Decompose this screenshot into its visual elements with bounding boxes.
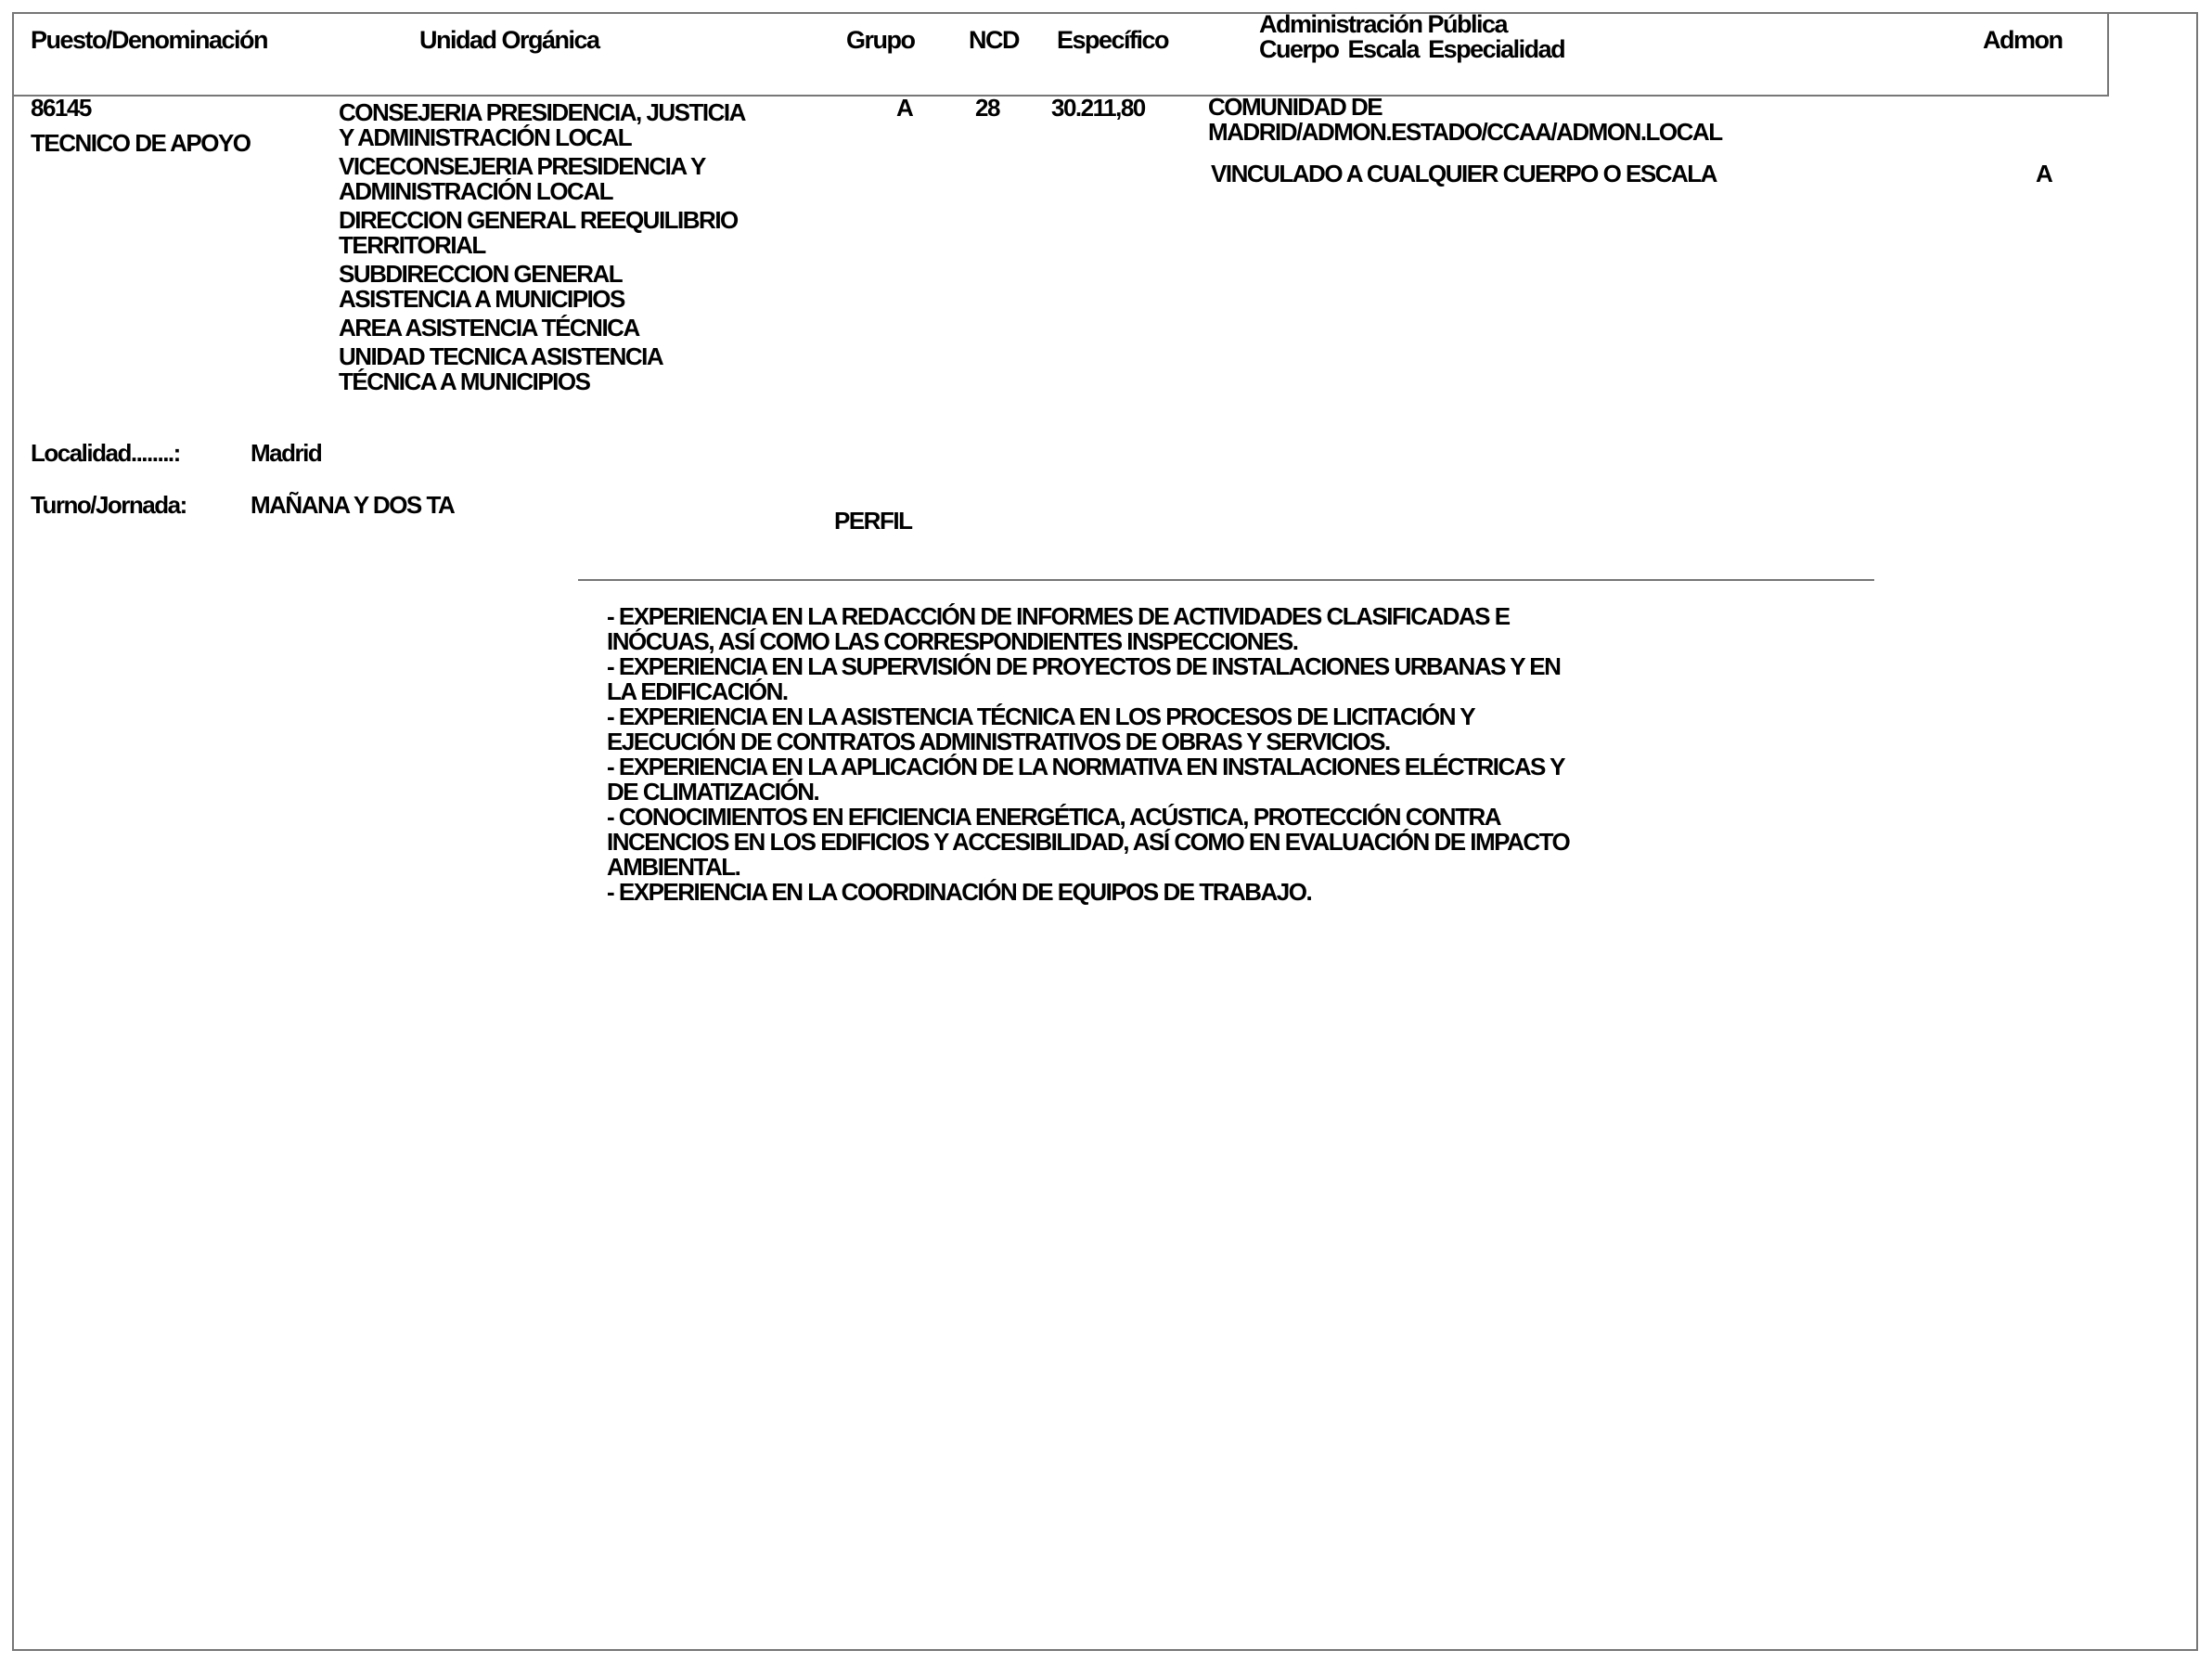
unidad-line: VICECONSEJERIA PRESIDENCIA Y bbox=[339, 152, 705, 180]
unidad-line: CONSEJERIA PRESIDENCIA, JUSTICIA bbox=[339, 98, 745, 126]
puesto-grupo: A bbox=[896, 94, 913, 122]
perfil-line: AMBIENTAL. bbox=[607, 853, 740, 881]
perfil-line: - EXPERIENCIA EN LA REDACCIÓN DE INFORMES DE ACTIVIDADES CLASIFICADAS E bbox=[607, 602, 1510, 630]
localidad-value: Madrid bbox=[251, 439, 322, 467]
unidad-item bbox=[339, 208, 745, 258]
puesto-ncd: 28 bbox=[975, 94, 999, 122]
unidad-line: UNIDAD TECNICA ASISTENCIA bbox=[339, 342, 663, 370]
header-admon: Admon bbox=[1983, 26, 2063, 54]
unidad-item bbox=[339, 262, 745, 312]
puesto-admon: A bbox=[2036, 160, 2052, 187]
header-puesto: Puesto/Denominación bbox=[31, 26, 268, 54]
localidad-label: Localidad........: bbox=[31, 439, 180, 467]
perfil-line: DE CLIMATIZACIÓN. bbox=[607, 778, 819, 806]
perfil-line: - EXPERIENCIA EN LA SUPERVISIÓN DE PROYECTOS DE INSTALACIONES URBANAS Y EN bbox=[607, 652, 1561, 680]
header-cuerpo-escala: Cuerpo Escala Especialidad bbox=[1259, 35, 1565, 63]
unidad-item bbox=[339, 316, 745, 341]
perfil-text bbox=[607, 604, 1674, 905]
perfil-line: INÓCUAS, ASÍ COMO LAS CORRESPONDIENTES INSPECCIONES. bbox=[607, 627, 1298, 655]
perfil-line: - EXPERIENCIA EN LA APLICACIÓN DE LA NORMATIVA EN INSTALACIONES ELÉCTRICAS Y bbox=[607, 753, 1564, 780]
header-admin-publica: Administración Pública bbox=[1259, 10, 1508, 38]
unidad-line: ASISTENCIA A MUNICIPIOS bbox=[339, 285, 624, 313]
header-unidad: Unidad Orgánica bbox=[419, 26, 599, 54]
perfil-line: EJECUCIÓN DE CONTRATOS ADMINISTRATIVOS DE OBRAS Y SERVICIOS. bbox=[607, 728, 1390, 755]
perfil-line: INCENCIOS EN LOS EDIFICIOS Y ACCESIBILIDAD, ASÍ COMO EN EVALUACIÓN DE IMPACTO bbox=[607, 828, 1570, 856]
unidad-line: AREA ASISTENCIA TÉCNICA bbox=[339, 314, 639, 342]
puesto-cuerpo: VINCULADO A CUALQUIER CUERPO O ESCALA bbox=[1211, 160, 1717, 187]
header-grupo: Grupo bbox=[846, 26, 915, 54]
unidad-line: TERRITORIAL bbox=[339, 231, 485, 259]
unidad-organica-list bbox=[339, 100, 745, 394]
unidad-line: Y ADMINISTRACIÓN LOCAL bbox=[339, 123, 632, 151]
perfil-divider bbox=[578, 579, 1874, 581]
unidad-item bbox=[339, 154, 745, 204]
unidad-line: SUBDIRECCION GENERAL bbox=[339, 260, 623, 288]
perfil-line: - EXPERIENCIA EN LA COORDINACIÓN DE EQUIPOS DE TRABAJO. bbox=[607, 878, 1312, 906]
puesto-codigo: 86145 bbox=[31, 94, 91, 122]
puesto-denominacion: TECNICO DE APOYO bbox=[31, 129, 251, 157]
unidad-line: ADMINISTRACIÓN LOCAL bbox=[339, 177, 612, 205]
header-especifico: Específico bbox=[1057, 26, 1169, 54]
perfil-line: - EXPERIENCIA EN LA ASISTENCIA TÉCNICA EN LOS PROCESOS DE LICITACIÓN Y bbox=[607, 703, 1475, 730]
unidad-line: TÉCNICA A MUNICIPIOS bbox=[339, 367, 590, 395]
unidad-item bbox=[339, 100, 745, 150]
administracion-line: COMUNIDAD DE bbox=[1208, 93, 1382, 121]
turno-label: Turno/Jornada: bbox=[31, 491, 186, 519]
unidad-line: DIRECCION GENERAL REEQUILIBRIO bbox=[339, 206, 738, 234]
puesto-administracion bbox=[1208, 95, 1722, 145]
turno-value: MAÑANA Y DOS TA bbox=[251, 491, 455, 519]
header-ncd: NCD bbox=[969, 26, 1019, 54]
perfil-line: - CONOCIMIENTOS EN EFICIENCIA ENERGÉTICA, ACÚSTICA, PROTECCIÓN CONTRA bbox=[607, 803, 1501, 831]
puesto-especifico: 30.211,80 bbox=[1051, 94, 1145, 122]
perfil-title: PERFIL bbox=[834, 507, 912, 535]
perfil-line: LA EDIFICACIÓN. bbox=[607, 677, 788, 705]
unidad-item bbox=[339, 344, 745, 394]
administracion-line: MADRID/ADMON.ESTADO/CCAA/ADMON.LOCAL bbox=[1208, 118, 1722, 146]
